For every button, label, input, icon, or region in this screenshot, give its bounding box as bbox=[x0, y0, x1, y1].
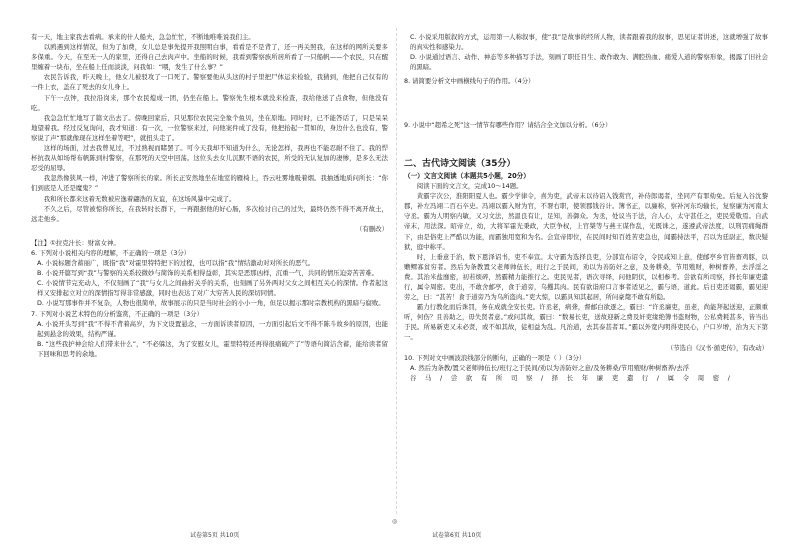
story-paragraph: 我和所长都来这着无数被应逸着翩浩的友谊，在这场风暴中完成了。 bbox=[43, 194, 236, 203]
right-column bbox=[404, 32, 768, 383]
classical-paragraph: 时，上垂意于治，数下恩泽诏书，吏不奉宣。太守霸为选择良吏，分部宣布诏令，令民咸知上意，使邮亭乡官皆畜鸡豚，以赡鳏寡贫穷者。然后为条教置父老师帅伍长，班行之于民间，劝以为善防奸之意，及务耕桑，节用殖财，种树畜养，去浮淫之费。其治米盐靡密，初若烦碎，然霸精力能推行之。吏民见者，语次寻绎，问他阴伏，以相参考。尝欲有所司察，择长年廉吏遣行，属令周密。吏出，不敢舍邮亭，食于道旁，乌攫其肉。民有欲诣府口言事者适见之，霸与语，道此。后日吏还谒霸，霸见迎劳之，曰：“甚苦！食于道旁乃为乌所盗肉。”吏大惊，以霸具知其起居，所问豪氂不敢有所隐。 bbox=[404, 252, 768, 302]
source-note: （有删改） bbox=[356, 224, 388, 233]
binding-line bbox=[396, 28, 397, 514]
left-column bbox=[31, 32, 388, 359]
classical-paragraph: 霸力行教化而后诛罚，务在成就全安长吏。许丞老，病聋，督邮白欲逐之，霸曰：“许丞廉吏，虽老，尚能拜起送迎，正颇重听，何伤？且善助之，毋失贤者意。”或问其故，霸曰：“数易长吏，送故迎新之费及奸吏缘绝簿书盗财物，公私费耗甚多，皆当出于民。所易新吏又未必贤，或不如其故，徒相益为乱。凡治道，去其泰甚者耳。”霸以外宽内明得吏民心，户口岁增，治为天下第一。 bbox=[404, 303, 768, 342]
story-paragraph: 下午一点钟，我拉沿岗来，那个农民熄成一团，仍坐在船上。警察先生根本就没来检查，我给他送了点食物，但他没有吃。 bbox=[31, 93, 388, 112]
question-option: C. 小说情节完充动人，不仅刻画了“我”与女儿之间曲折关乎的关系，也刻画了另外两对父女之间相互关心的深情。作者起这样又安排起立对立的深情指写得非常感激，同时也表达了对广大穷苦人民的深切同情。 bbox=[37, 279, 388, 298]
story-paragraph: 这样的场面，过去我曾见过，不过熟视而睹罢了。可今天我却不知道为什么，无论怎样，我再也不能忍耐不住了。我的悍杯抗我从如场帮布帆陈到村警察，在那死的天空中回荡。这位头去女儿沉默不语的农民，所受的无认复加的凄惨，是多么无法忍受的屈辱。 bbox=[31, 144, 388, 173]
story-paragraph: 农民告诉我，昨天晚上，他女儿被驳攻了一口死了。警察要他从头这的村子里把尸体运来检验，我猜到，他把自己仅有的一件上衣，盖在了死去的女儿身上。 bbox=[31, 73, 388, 92]
story-paragraph: 以鸥遇到这样情况，但为了加费，女儿总是事先提开我照明白事，看看是不是背了，还一再关照我，在这样的网所关要多多保重。今天，在至无一人的家里，还得自己去肉声中。坐船的时候，我看到警察族所居所看了一只船帆——个农民，只在醒里缠着一块布，坐在船上任而淡淡，问我如：“喂，发生了什么事？” bbox=[31, 43, 388, 72]
question-option: B. “这些我护神会给人们带来什么”，“不必躲这，为了安慰女儿，霍里特特还再得很痛破产了”等语句简洁含蓄，能给读者留下回味和思考的余地。 bbox=[37, 339, 388, 358]
story-paragraph: 我忽然像狭风一样，冲进了警察所长的家。所长正安然地坐在地室的雁椅上，吞云吐雾地吸着烟。我抽透地质问所长：“你们到底是人还是魔鬼？” bbox=[31, 174, 388, 193]
question-stem: 6. 下列对小说相关内容的理解，不正确的一项是（3分） bbox=[31, 248, 191, 257]
question-stem: 7. 下列对小说艺术特色的分析鉴赏，不正确的一项是（3分） bbox=[31, 309, 203, 318]
footnote: 【注】①拉克汁长：财富女神。 bbox=[31, 238, 120, 247]
answer-space bbox=[404, 131, 768, 153]
answer-space bbox=[404, 86, 768, 120]
classical-source: （节选自《汉书·循吏传》，有改动） bbox=[666, 343, 768, 352]
question-option: C. 小说采用版叙的方式，运用第一人称叙事，使“我”是故事的经所人物，读者跟着我的叙事，思见证者讲述，这就增强了故事的真实性和感染力。 bbox=[410, 33, 768, 52]
story-paragraph: 不久之后，尽管被惊你所长，在我转时长群下，一再跟据他的好心肠，多次检讨自己的过失，最终仍然不得不离开故土，远走他乡。 bbox=[31, 204, 388, 223]
question-stem: 8. 请简要分析文中画横线句子的作用。（4分） bbox=[404, 77, 535, 86]
question-option: 谷 马 / 尝 欲 有 所 司 察 / 择 长 年 廉 吏 遣 行 / 属 令 周 密 / bbox=[410, 373, 734, 382]
question-option: D. 小说通过语言、动作、神态等多种描写手法，刻画了职任目生、敢作敢为、满腔热血、痛爱人道的警察形象，揭露了旧社会的黑暗。 bbox=[410, 53, 768, 72]
story-paragraph: 我急急忙忙地写了篇文出去了。傍晚回家后，只见那位农民完全象个鱼贝，坐在原地。同时时，已不能答话了，只是呆呆地望着我。经过反复询问，我才知道：有一次，一位警察来过，问他案件成了没有，他把抬起一贯如的，身边什么也没有，警察说了声“那就像现在这样坐着等吧”，就扭头走了。 bbox=[31, 113, 388, 142]
section-title: 二、古代诗文阅读（35分） bbox=[404, 158, 516, 169]
question-stem: 10. 下列对文中画波浪线部分的断句，正确的一项是（ ）（3分） bbox=[404, 353, 586, 362]
question-option: D. 小说写那事件并不复杂，人物也很简单，故事展示的只是当时社会的小小一角，但足以揭示那时宗教机构的黑暗与腐败。 bbox=[37, 299, 385, 308]
question-option: A. 小说标题含蓄丽广，既指“我”对霍里特特把下的过程，也可以指“我”情结激动对对所长的恶气。 bbox=[37, 259, 315, 268]
question-option: A. 小说开头写到“我”不得不背着高岁，为下文设置悬念，一方面诉读者原因，一方面引起后文不得不陈斗故乡的原因，也能起到悬念的效果，结构严谨。 bbox=[37, 319, 388, 338]
story-paragraph: 有一天，地主家我去看病。承来的什人船夫，急急忙忙，不断地唯唯说我们主。 bbox=[31, 33, 255, 41]
page-footer-right: 试卷第6页 共10页 bbox=[432, 532, 482, 539]
question-option: B. 小说开篇写到“我”与警察的关系较微妙与简饰的关系相得益彰，其实是恶那凶样，沉重一气，共同的情压迫旁苦苦难。 bbox=[37, 269, 378, 278]
question-stem: 9. 小说中“超希之死”这一情节有哪些作用？请结合全文加以分析。（6分） bbox=[404, 121, 612, 130]
reading-instruction: 阅读下面的文言文，完成10～14题。 bbox=[416, 182, 523, 191]
question-option: A. 然后为条教/置父老师帅伍长/班行之于民间/劝以为善防奸之意/及务耕桑/节用殖财/种树畜养/去浮 bbox=[410, 363, 690, 372]
page-footer-left: 试卷第5页 共10页 bbox=[190, 532, 240, 539]
classical-paragraph: 黄霸字次公，淮阳阳夏人也。霸少学律令，喜为吏，武帝末以待诏入钱赏官，补侍郎谒者，坐同产有罪劾免。后复入谷沈黎郡，补左冯翊二百石卒史。冯翊以霸入财为官，不署右职，使领郡钱谷计。簿书正，以廉称，察补河东均输长，复察廉为河南太守丞。霸为人明察内敏，又习文法，然温良有让，足知，善御众。为丞，处议当于法，合人心，太守甚任之，吏民爱敬焉。自武帝末，用法深。昭帝立，幼，大将军霍光秉政，大臣争权，上官桀等与燕王谋作乱，光既诛之，遂遵武帝法度，以刑罚痛绳群下，由是俗吏上严酷以为能，而霸独用宽和为名。会宣帝即位，在民间时知百姓苦吏急也，闻霸持法平，召以为廷尉正，数决疑狱，庭中称平。 bbox=[404, 192, 768, 251]
binding-hole-icon: ◎ bbox=[392, 518, 398, 525]
subsection-title: （一）文言文阅读（本题共5小题，20分） bbox=[404, 171, 530, 180]
